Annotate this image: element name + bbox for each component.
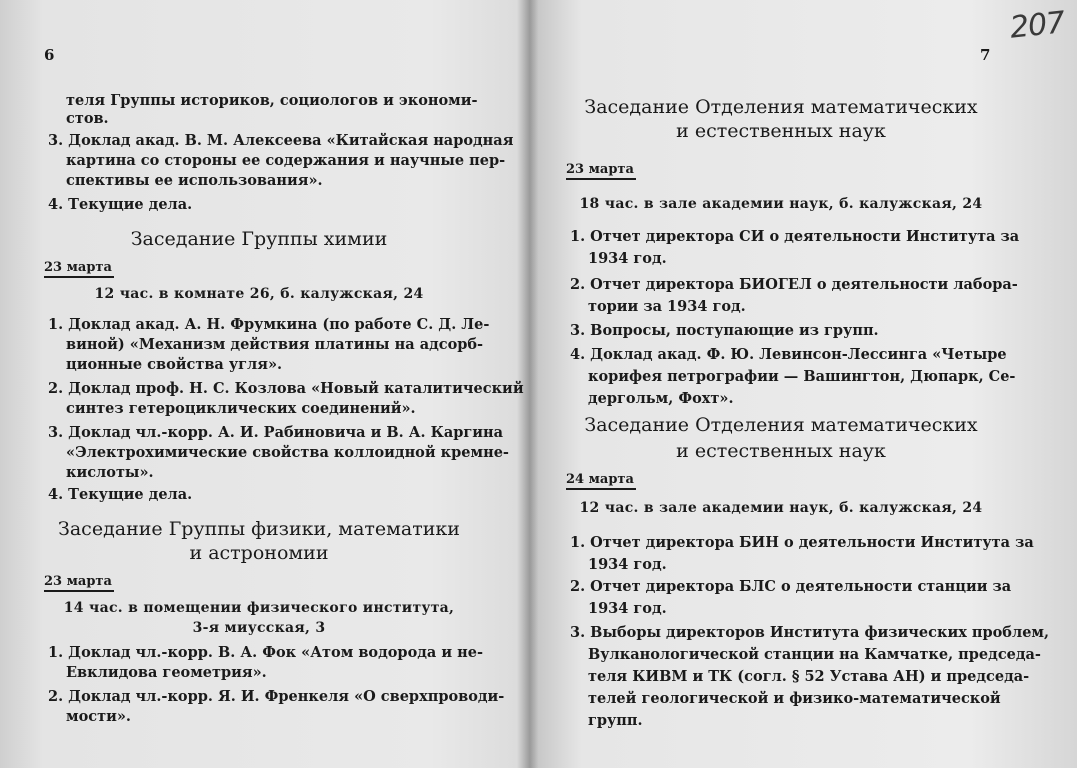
section-heading-physics-cont: и астрономии (189, 542, 329, 564)
text-line: 1. Отчет директора СИ о деятельности Института за (570, 228, 1020, 245)
text-line: теля КИВМ и ТК (согл. § 52 Устава АН) и председа- (588, 668, 1030, 685)
page-number-left: 6 (44, 46, 55, 64)
text-line: картина со стороны ее содержания и научные пер- (66, 152, 506, 169)
text-line: 1934 год. (588, 600, 667, 617)
section-time: 14 час. в помещении физического института, (63, 600, 455, 616)
text-line: 2. Отчет директора БИОГЕЛ о деятельности лабора- (570, 276, 1018, 293)
text-line: 4. Текущие дела. (48, 196, 193, 213)
section-time-cont: 3-я миусская, 3 (192, 620, 326, 636)
text-line: виной) «Механизм действия платины на адсорб- (66, 336, 484, 353)
section-heading-division-cont: и естественных наук (676, 440, 886, 462)
section-date: 24 марта (566, 472, 634, 487)
text-line: мости». (66, 708, 131, 725)
text-line: Евклидова геометрия». (66, 664, 267, 681)
left-page (0, 0, 530, 768)
text-line: 2. Отчет директора БЛС о деятельности станции за (570, 578, 1012, 595)
text-line: 4. Доклад акад. Ф. Ю. Левинсон-Лессинга «Четыре (570, 346, 1007, 363)
date-underline (44, 590, 114, 592)
text-line: кислоты». (66, 464, 154, 481)
text-line: Вулканологической станции на Камчатке, председа- (588, 646, 1041, 663)
text-line: 1. Доклад акад. А. Н. Фрумкина (по работе С. Д. Ле- (48, 316, 490, 333)
text-line: 1. Отчет директора БИН о деятельности Института за (570, 534, 1034, 551)
section-heading-physics: Заседание Группы физики, математики (58, 518, 460, 540)
text-line: 4. Текущие дела. (48, 486, 193, 503)
text-line: 2. Доклад проф. Н. С. Козлова «Новый каталитический (48, 380, 524, 397)
text-line: синтез гетероциклических соединений». (66, 400, 416, 417)
text-line: телей геологической и физико-математической (588, 690, 1001, 707)
text-line: «Электрохимические свойства коллоидной кремне- (66, 444, 509, 461)
section-date: 23 марта (566, 162, 634, 177)
text-line: дергольм, Фохт». (588, 390, 734, 407)
text-line: теля Группы историков, социологов и экономи- (66, 92, 478, 109)
text-line: ционные свойства угля». (66, 356, 283, 373)
text-line: 1934 год. (588, 556, 667, 573)
text-line: групп. (588, 712, 643, 729)
text-line: тории за 1934 год. (588, 298, 746, 315)
text-line: спективы ее использования». (66, 172, 323, 189)
section-heading-chemistry: Заседание Группы химии (130, 228, 388, 250)
text-line: 3. Доклад акад. В. М. Алексеева «Китайская народная (48, 132, 514, 149)
text-line: стов. (66, 110, 109, 127)
date-underline (566, 488, 636, 490)
text-line: 1. Доклад чл.-корр. В. А. Фок «Атом водорода и не- (48, 644, 484, 661)
section-time: 18 час. в зале академии наук, б. калужская, 24 (579, 196, 983, 212)
date-underline (44, 276, 114, 278)
section-date: 23 марта (44, 574, 112, 589)
section-time: 12 час. в комнате 26, б. калужская, 24 (94, 286, 424, 302)
section-date: 23 марта (44, 260, 112, 275)
date-underline (566, 178, 636, 180)
text-line: 3. Выборы директоров Института физических проблем, (570, 624, 1050, 641)
section-time: 12 час. в зале академии наук, б. калужская, 24 (579, 500, 983, 516)
text-line: 3. Вопросы, поступающие из групп. (570, 322, 879, 339)
text-line: 2. Доклад чл.-корр. Я. И. Френкеля «О сверхпроводи- (48, 688, 505, 705)
text-line: корифея петрографии — Вашингтон, Дюпарк, Се- (588, 368, 1016, 385)
text-line: 1934 год. (588, 250, 667, 267)
right-page (540, 0, 1077, 768)
text-line: 3. Доклад чл.-корр. А. И. Рабиновича и В. А. Каргина (48, 424, 504, 441)
page-number-right: 7 (980, 46, 991, 64)
section-heading-division-cont: и естественных наук (676, 120, 886, 142)
section-heading-division: Заседание Отделения математических (584, 414, 978, 436)
section-heading-division: Заседание Отделения математических (584, 96, 978, 118)
archive-stamp: 207 (1008, 5, 1066, 46)
